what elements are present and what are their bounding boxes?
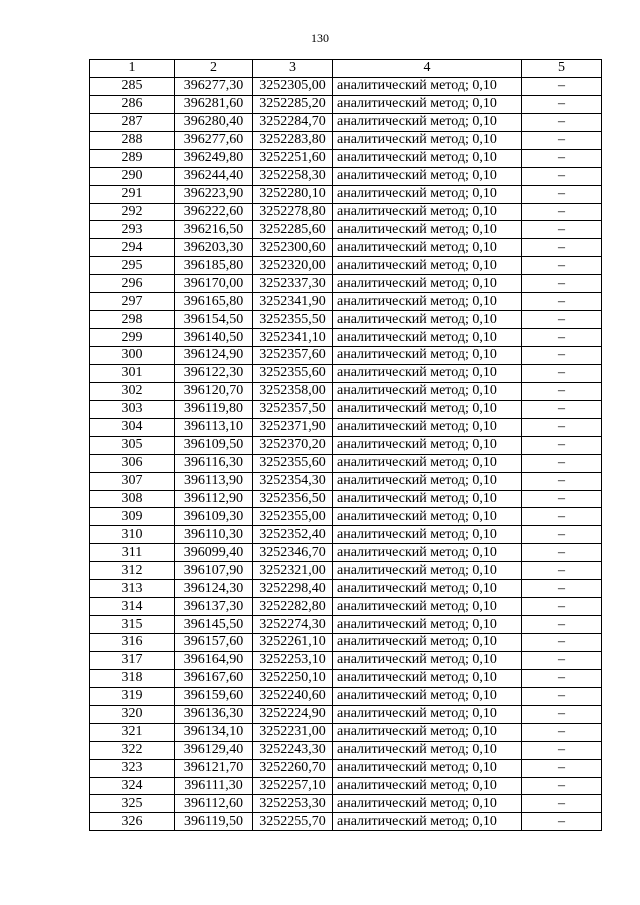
cell-column-5: – <box>522 436 602 454</box>
cell-column-5: – <box>522 329 602 347</box>
cell-column-5: – <box>522 651 602 669</box>
cell-point-number: 317 <box>90 651 175 669</box>
cell-column-5: – <box>522 382 602 400</box>
cell-point-number: 296 <box>90 275 175 293</box>
cell-x-coordinate: 396129,40 <box>175 741 253 759</box>
table-row <box>90 759 602 777</box>
table-row <box>90 705 602 723</box>
cell-point-number: 308 <box>90 490 175 508</box>
cell-column-5: – <box>522 185 602 203</box>
cell-column-5: – <box>522 544 602 562</box>
cell-column-5: – <box>522 239 602 257</box>
cell-y-coordinate: 3252320,00 <box>253 257 333 275</box>
table-row <box>90 364 602 382</box>
cell-point-number: 291 <box>90 185 175 203</box>
cell-point-number: 313 <box>90 580 175 598</box>
table-header-row <box>90 60 602 78</box>
cell-method-accuracy: аналитический метод; 0,10 <box>333 687 522 705</box>
cell-column-5: – <box>522 526 602 544</box>
cell-column-5: – <box>522 95 602 113</box>
cell-point-number: 299 <box>90 329 175 347</box>
cell-x-coordinate: 396124,90 <box>175 347 253 365</box>
cell-x-coordinate: 396281,60 <box>175 95 253 113</box>
cell-point-number: 326 <box>90 813 175 831</box>
table-row <box>90 221 602 239</box>
cell-point-number: 295 <box>90 257 175 275</box>
table-row <box>90 149 602 167</box>
cell-column-5: – <box>522 669 602 687</box>
cell-y-coordinate: 3252280,10 <box>253 185 333 203</box>
cell-y-coordinate: 3252321,00 <box>253 562 333 580</box>
cell-method-accuracy: аналитический метод; 0,10 <box>333 777 522 795</box>
cell-y-coordinate: 3252300,60 <box>253 239 333 257</box>
cell-x-coordinate: 396120,70 <box>175 382 253 400</box>
table-row <box>90 293 602 311</box>
header-point-number: 1 <box>90 60 175 78</box>
cell-y-coordinate: 3252355,60 <box>253 364 333 382</box>
cell-x-coordinate: 396136,30 <box>175 705 253 723</box>
cell-y-coordinate: 3252253,10 <box>253 651 333 669</box>
cell-point-number: 307 <box>90 472 175 490</box>
cell-y-coordinate: 3252231,00 <box>253 723 333 741</box>
cell-point-number: 311 <box>90 544 175 562</box>
cell-method-accuracy: аналитический метод; 0,10 <box>333 472 522 490</box>
cell-y-coordinate: 3252370,20 <box>253 436 333 454</box>
cell-column-5: – <box>522 77 602 95</box>
cell-column-5: – <box>522 221 602 239</box>
cell-method-accuracy: аналитический метод; 0,10 <box>333 436 522 454</box>
cell-x-coordinate: 396119,50 <box>175 813 253 831</box>
cell-column-5: – <box>522 616 602 634</box>
table-row <box>90 490 602 508</box>
cell-point-number: 292 <box>90 203 175 221</box>
table-row <box>90 580 602 598</box>
cell-x-coordinate: 396109,50 <box>175 436 253 454</box>
cell-column-5: – <box>522 257 602 275</box>
cell-x-coordinate: 396167,60 <box>175 669 253 687</box>
cell-point-number: 324 <box>90 777 175 795</box>
cell-point-number: 288 <box>90 131 175 149</box>
cell-method-accuracy: аналитический метод; 0,10 <box>333 185 522 203</box>
cell-x-coordinate: 396280,40 <box>175 113 253 131</box>
cell-x-coordinate: 396124,30 <box>175 580 253 598</box>
cell-x-coordinate: 396121,70 <box>175 759 253 777</box>
cell-method-accuracy: аналитический метод; 0,10 <box>333 77 522 95</box>
table-row <box>90 723 602 741</box>
cell-y-coordinate: 3252357,60 <box>253 347 333 365</box>
cell-y-coordinate: 3252224,90 <box>253 705 333 723</box>
cell-point-number: 289 <box>90 149 175 167</box>
cell-point-number: 319 <box>90 687 175 705</box>
cell-x-coordinate: 396244,40 <box>175 167 253 185</box>
cell-method-accuracy: аналитический метод; 0,10 <box>333 311 522 329</box>
cell-y-coordinate: 3252257,10 <box>253 777 333 795</box>
table-row <box>90 598 602 616</box>
table-row <box>90 436 602 454</box>
cell-column-5: – <box>522 454 602 472</box>
cell-x-coordinate: 396112,90 <box>175 490 253 508</box>
cell-y-coordinate: 3252274,30 <box>253 616 333 634</box>
cell-y-coordinate: 3252371,90 <box>253 418 333 436</box>
cell-y-coordinate: 3252355,00 <box>253 508 333 526</box>
cell-column-5: – <box>522 311 602 329</box>
cell-y-coordinate: 3252285,20 <box>253 95 333 113</box>
header-x-coordinate: 2 <box>175 60 253 78</box>
cell-column-5: – <box>522 705 602 723</box>
cell-y-coordinate: 3252337,30 <box>253 275 333 293</box>
cell-x-coordinate: 396154,50 <box>175 311 253 329</box>
table-row <box>90 616 602 634</box>
cell-point-number: 323 <box>90 759 175 777</box>
table-row <box>90 167 602 185</box>
cell-y-coordinate: 3252255,70 <box>253 813 333 831</box>
cell-method-accuracy: аналитический метод; 0,10 <box>333 580 522 598</box>
cell-point-number: 321 <box>90 723 175 741</box>
cell-method-accuracy: аналитический метод; 0,10 <box>333 131 522 149</box>
cell-point-number: 325 <box>90 795 175 813</box>
cell-y-coordinate: 3252258,30 <box>253 167 333 185</box>
table-row <box>90 382 602 400</box>
cell-point-number: 314 <box>90 598 175 616</box>
table-row <box>90 239 602 257</box>
cell-x-coordinate: 396277,60 <box>175 131 253 149</box>
cell-y-coordinate: 3252251,60 <box>253 149 333 167</box>
cell-y-coordinate: 3252358,00 <box>253 382 333 400</box>
cell-point-number: 293 <box>90 221 175 239</box>
cell-y-coordinate: 3252341,90 <box>253 293 333 311</box>
cell-point-number: 290 <box>90 167 175 185</box>
table-row <box>90 544 602 562</box>
cell-x-coordinate: 396145,50 <box>175 616 253 634</box>
cell-method-accuracy: аналитический метод; 0,10 <box>333 526 522 544</box>
cell-column-5: – <box>522 634 602 652</box>
cell-method-accuracy: аналитический метод; 0,10 <box>333 257 522 275</box>
cell-point-number: 304 <box>90 418 175 436</box>
cell-method-accuracy: аналитический метод; 0,10 <box>333 149 522 167</box>
header-method-accuracy: 4 <box>333 60 522 78</box>
cell-column-5: – <box>522 275 602 293</box>
table-row <box>90 400 602 418</box>
cell-point-number: 312 <box>90 562 175 580</box>
table-row <box>90 95 602 113</box>
cell-y-coordinate: 3252250,10 <box>253 669 333 687</box>
table-row <box>90 185 602 203</box>
cell-y-coordinate: 3252355,50 <box>253 311 333 329</box>
cell-x-coordinate: 396203,30 <box>175 239 253 257</box>
table-row <box>90 454 602 472</box>
cell-method-accuracy: аналитический метод; 0,10 <box>333 490 522 508</box>
cell-x-coordinate: 396107,90 <box>175 562 253 580</box>
cell-y-coordinate: 3252278,80 <box>253 203 333 221</box>
cell-x-coordinate: 396122,30 <box>175 364 253 382</box>
cell-point-number: 320 <box>90 705 175 723</box>
cell-column-5: – <box>522 113 602 131</box>
cell-y-coordinate: 3252354,30 <box>253 472 333 490</box>
cell-y-coordinate: 3252285,60 <box>253 221 333 239</box>
cell-column-5: – <box>522 347 602 365</box>
table-row <box>90 329 602 347</box>
header-column-5: 5 <box>522 60 602 78</box>
cell-x-coordinate: 396113,10 <box>175 418 253 436</box>
cell-point-number: 318 <box>90 669 175 687</box>
table-row <box>90 687 602 705</box>
table-row <box>90 777 602 795</box>
cell-x-coordinate: 396113,90 <box>175 472 253 490</box>
cell-method-accuracy: аналитический метод; 0,10 <box>333 239 522 257</box>
cell-x-coordinate: 396216,50 <box>175 221 253 239</box>
header-y-coordinate: 3 <box>253 60 333 78</box>
cell-point-number: 315 <box>90 616 175 634</box>
cell-method-accuracy: аналитический метод; 0,10 <box>333 382 522 400</box>
cell-method-accuracy: аналитический метод; 0,10 <box>333 347 522 365</box>
cell-column-5: – <box>522 490 602 508</box>
cell-x-coordinate: 396140,50 <box>175 329 253 347</box>
table-body <box>90 77 602 830</box>
cell-x-coordinate: 396119,80 <box>175 400 253 418</box>
cell-x-coordinate: 396109,30 <box>175 508 253 526</box>
cell-method-accuracy: аналитический метод; 0,10 <box>333 544 522 562</box>
cell-column-5: – <box>522 723 602 741</box>
cell-y-coordinate: 3252355,60 <box>253 454 333 472</box>
cell-method-accuracy: аналитический метод; 0,10 <box>333 167 522 185</box>
cell-column-5: – <box>522 364 602 382</box>
cell-point-number: 285 <box>90 77 175 95</box>
cell-column-5: – <box>522 598 602 616</box>
cell-method-accuracy: аналитический метод; 0,10 <box>333 795 522 813</box>
cell-x-coordinate: 396112,60 <box>175 795 253 813</box>
cell-y-coordinate: 3252346,70 <box>253 544 333 562</box>
table-row <box>90 203 602 221</box>
cell-x-coordinate: 396222,60 <box>175 203 253 221</box>
cell-y-coordinate: 3252298,40 <box>253 580 333 598</box>
cell-x-coordinate: 396110,30 <box>175 526 253 544</box>
cell-y-coordinate: 3252253,30 <box>253 795 333 813</box>
cell-column-5: – <box>522 777 602 795</box>
cell-y-coordinate: 3252282,80 <box>253 598 333 616</box>
cell-x-coordinate: 396185,80 <box>175 257 253 275</box>
cell-point-number: 310 <box>90 526 175 544</box>
cell-method-accuracy: аналитический метод; 0,10 <box>333 616 522 634</box>
table-row <box>90 472 602 490</box>
cell-x-coordinate: 396164,90 <box>175 651 253 669</box>
cell-y-coordinate: 3252240,60 <box>253 687 333 705</box>
cell-method-accuracy: аналитический метод; 0,10 <box>333 813 522 831</box>
cell-method-accuracy: аналитический метод; 0,10 <box>333 418 522 436</box>
cell-x-coordinate: 396159,60 <box>175 687 253 705</box>
cell-column-5: – <box>522 149 602 167</box>
cell-point-number: 300 <box>90 347 175 365</box>
cell-point-number: 309 <box>90 508 175 526</box>
table-row <box>90 347 602 365</box>
cell-column-5: – <box>522 795 602 813</box>
cell-point-number: 316 <box>90 634 175 652</box>
table-row <box>90 651 602 669</box>
cell-method-accuracy: аналитический метод; 0,10 <box>333 705 522 723</box>
cell-x-coordinate: 396116,30 <box>175 454 253 472</box>
page-number: 130 <box>311 31 329 45</box>
cell-point-number: 303 <box>90 400 175 418</box>
cell-column-5: – <box>522 508 602 526</box>
cell-x-coordinate: 396099,40 <box>175 544 253 562</box>
table-row <box>90 813 602 831</box>
cell-y-coordinate: 3252352,40 <box>253 526 333 544</box>
cell-y-coordinate: 3252260,70 <box>253 759 333 777</box>
cell-x-coordinate: 396157,60 <box>175 634 253 652</box>
cell-y-coordinate: 3252284,70 <box>253 113 333 131</box>
cell-y-coordinate: 3252305,00 <box>253 77 333 95</box>
table-row <box>90 311 602 329</box>
cell-y-coordinate: 3252356,50 <box>253 490 333 508</box>
cell-point-number: 287 <box>90 113 175 131</box>
cell-method-accuracy: аналитический метод; 0,10 <box>333 221 522 239</box>
cell-x-coordinate: 396134,10 <box>175 723 253 741</box>
cell-column-5: – <box>522 203 602 221</box>
cell-column-5: – <box>522 759 602 777</box>
cell-column-5: – <box>522 472 602 490</box>
cell-x-coordinate: 396277,30 <box>175 77 253 95</box>
table-row <box>90 508 602 526</box>
cell-column-5: – <box>522 400 602 418</box>
cell-y-coordinate: 3252243,30 <box>253 741 333 759</box>
cell-method-accuracy: аналитический метод; 0,10 <box>333 651 522 669</box>
cell-method-accuracy: аналитический метод; 0,10 <box>333 508 522 526</box>
cell-point-number: 297 <box>90 293 175 311</box>
cell-column-5: – <box>522 418 602 436</box>
table-row <box>90 669 602 687</box>
cell-method-accuracy: аналитический метод; 0,10 <box>333 275 522 293</box>
table-row <box>90 257 602 275</box>
cell-column-5: – <box>522 562 602 580</box>
cell-point-number: 306 <box>90 454 175 472</box>
cell-method-accuracy: аналитический метод; 0,10 <box>333 329 522 347</box>
table-row <box>90 741 602 759</box>
cell-x-coordinate: 396170,00 <box>175 275 253 293</box>
cell-point-number: 294 <box>90 239 175 257</box>
cell-method-accuracy: аналитический метод; 0,10 <box>333 634 522 652</box>
cell-method-accuracy: аналитический метод; 0,10 <box>333 741 522 759</box>
cell-method-accuracy: аналитический метод; 0,10 <box>333 364 522 382</box>
cell-method-accuracy: аналитический метод; 0,10 <box>333 400 522 418</box>
cell-column-5: – <box>522 813 602 831</box>
table-row <box>90 275 602 293</box>
cell-method-accuracy: аналитический метод; 0,10 <box>333 598 522 616</box>
cell-y-coordinate: 3252283,80 <box>253 131 333 149</box>
cell-column-5: – <box>522 687 602 705</box>
cell-y-coordinate: 3252357,50 <box>253 400 333 418</box>
cell-point-number: 301 <box>90 364 175 382</box>
cell-y-coordinate: 3252341,10 <box>253 329 333 347</box>
cell-point-number: 305 <box>90 436 175 454</box>
cell-method-accuracy: аналитический метод; 0,10 <box>333 113 522 131</box>
table-row <box>90 562 602 580</box>
cell-method-accuracy: аналитический метод; 0,10 <box>333 669 522 687</box>
cell-method-accuracy: аналитический метод; 0,10 <box>333 203 522 221</box>
table-row <box>90 113 602 131</box>
cell-method-accuracy: аналитический метод; 0,10 <box>333 293 522 311</box>
cell-method-accuracy: аналитический метод; 0,10 <box>333 454 522 472</box>
cell-x-coordinate: 396223,90 <box>175 185 253 203</box>
cell-column-5: – <box>522 131 602 149</box>
cell-point-number: 286 <box>90 95 175 113</box>
table-row <box>90 77 602 95</box>
table-row <box>90 526 602 544</box>
cell-method-accuracy: аналитический метод; 0,10 <box>333 562 522 580</box>
cell-method-accuracy: аналитический метод; 0,10 <box>333 95 522 113</box>
cell-column-5: – <box>522 293 602 311</box>
cell-x-coordinate: 396165,80 <box>175 293 253 311</box>
cell-x-coordinate: 396111,30 <box>175 777 253 795</box>
table-row <box>90 131 602 149</box>
coordinates-table <box>89 59 602 831</box>
cell-method-accuracy: аналитический метод; 0,10 <box>333 759 522 777</box>
cell-column-5: – <box>522 167 602 185</box>
cell-point-number: 298 <box>90 311 175 329</box>
cell-x-coordinate: 396137,30 <box>175 598 253 616</box>
cell-point-number: 322 <box>90 741 175 759</box>
cell-column-5: – <box>522 580 602 598</box>
cell-point-number: 302 <box>90 382 175 400</box>
table-row <box>90 418 602 436</box>
cell-y-coordinate: 3252261,10 <box>253 634 333 652</box>
cell-method-accuracy: аналитический метод; 0,10 <box>333 723 522 741</box>
table-row <box>90 795 602 813</box>
cell-x-coordinate: 396249,80 <box>175 149 253 167</box>
table-row <box>90 634 602 652</box>
cell-column-5: – <box>522 741 602 759</box>
